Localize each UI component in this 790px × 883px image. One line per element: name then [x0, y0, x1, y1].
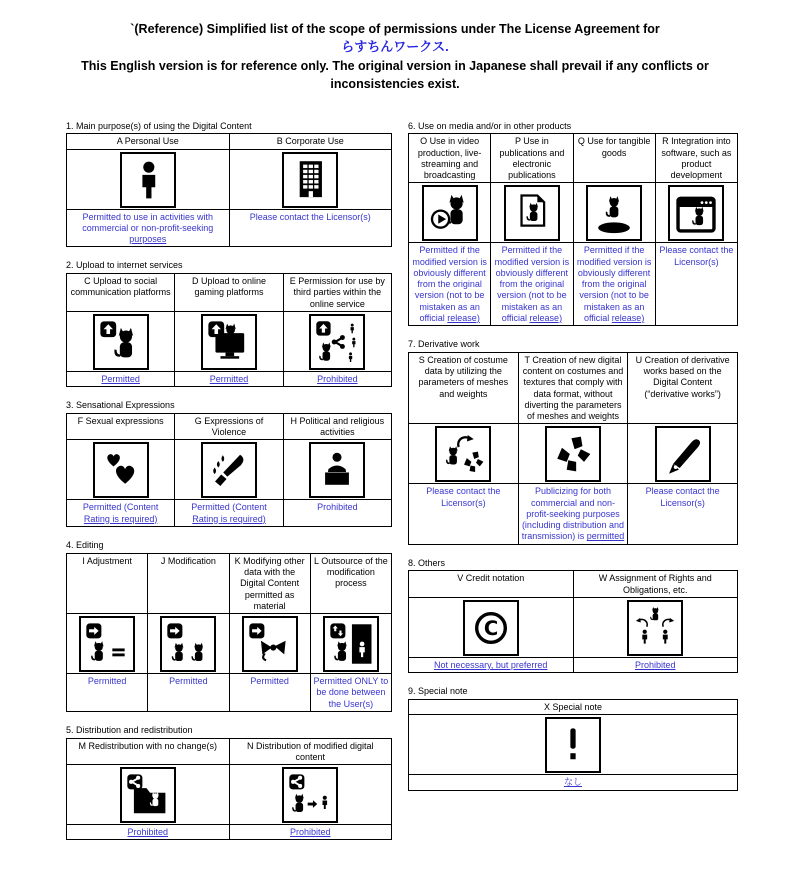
- cell-icon-Q: [573, 183, 655, 243]
- status-text-B: Please contact the Licensor(s): [249, 211, 371, 222]
- cell-status-J: [148, 674, 229, 712]
- upload-cat-icon: [93, 314, 149, 370]
- cell-title-T: T Creation of new digital content on costumes and textures that comply with data format, without diverting the parameters of meshes and weights: [518, 352, 628, 424]
- cell-status-M: [67, 825, 230, 840]
- status-text-I: Permitted: [87, 676, 127, 686]
- copyright-icon: [463, 600, 519, 656]
- share-folder-icon: [120, 767, 176, 823]
- cell-title-I: I Adjustment: [67, 553, 148, 613]
- video-cat-icon: [422, 185, 478, 241]
- publication-cat-icon: [504, 185, 560, 241]
- section-label: 2. Upload to internet services: [66, 260, 183, 271]
- share-modified-icon: [282, 767, 338, 823]
- status-text-U: Please contact the Licensor(s): [645, 486, 720, 508]
- status-text-W: Prohibited: [634, 659, 676, 670]
- cell-icon-K: [229, 614, 310, 674]
- figurine-cat-icon: [586, 185, 642, 241]
- cell-title-H: H Political and religious activities: [283, 413, 391, 440]
- section-label: 9. Special note: [408, 686, 468, 697]
- cell-icon-F: [67, 440, 175, 500]
- cell-status-F: [67, 500, 175, 527]
- status-text-V: Not necessary, but preferred: [434, 659, 548, 670]
- status-text-G: Permitted (Content Rating is required): [191, 502, 267, 524]
- cell-title-R: R Integration into software, such as product development: [655, 134, 737, 183]
- cell-title-M: M Redistribution with no change(s): [67, 738, 230, 765]
- left-column: [66, 121, 392, 854]
- cell-status-U: [628, 484, 738, 544]
- cell-title-B: B Corporate Use: [229, 134, 392, 149]
- status-text-Q: Permitted if the modified version is obviously different from the original version (not to be mistaken as an official release): [576, 245, 652, 323]
- cell-title-P: P Use in publications and electronic publications: [491, 134, 573, 183]
- outsource-icon: [323, 616, 379, 672]
- person-icon: [120, 152, 176, 208]
- cell-status-Q: [573, 243, 655, 326]
- cell-icon-P: [491, 183, 573, 243]
- cell-title-N: N Distribution of modified digital content: [229, 738, 392, 765]
- status-text-H: Prohibited: [317, 502, 358, 513]
- cell-icon-M: [67, 765, 230, 825]
- cell-icon-J: [148, 614, 229, 674]
- cell-status-O: [409, 243, 491, 326]
- cell-title-L: L Outsource of the modification process: [310, 553, 391, 613]
- cell-status-E: [283, 371, 391, 386]
- document-header: [35, 20, 755, 94]
- permission-table: [408, 570, 738, 673]
- status-text-P: Permitted if the modified version is obviously different from the original version (not to be mistaken as an official release): [494, 245, 570, 323]
- permission-table: [408, 352, 738, 545]
- cell-icon-I: [67, 614, 148, 674]
- podium-icon: [309, 442, 365, 498]
- costume-pieces-icon: [545, 426, 601, 482]
- permission-table: [408, 133, 738, 326]
- cell-title-V: V Credit notation: [409, 571, 574, 598]
- cell-status-T: [518, 484, 628, 544]
- status-text-X: なし: [563, 777, 582, 788]
- section-5: [66, 725, 392, 841]
- section-label: 7. Derivative work: [408, 339, 480, 350]
- status-text-J: Permitted: [169, 676, 208, 686]
- permission-table: [66, 553, 392, 712]
- cell-title-K: K Modifying other data with the Digital Content permitted as material: [229, 553, 310, 613]
- cell-status-P: [491, 243, 573, 326]
- section-9: [408, 686, 738, 790]
- cell-title-G: G Expressions of Violence: [175, 413, 283, 440]
- section-8: [408, 558, 738, 674]
- hearts-icon: [93, 442, 149, 498]
- cell-icon-D: [175, 311, 283, 371]
- cell-status-C: [67, 371, 175, 386]
- cell-title-O: O Use in video production, live-streaming and broadcasting: [409, 134, 491, 183]
- cell-icon-T: [518, 424, 628, 484]
- document-title-japanese: らすちんワークス.: [341, 39, 449, 55]
- section-6: [408, 121, 738, 327]
- upload-share-third-parties-icon: [309, 314, 365, 370]
- cell-icon-X: [409, 715, 738, 775]
- cell-title-S: S Creation of costume data by utilizing the parameters of meshes and weights: [409, 352, 519, 424]
- cell-icon-U: [628, 424, 738, 484]
- permission-table: [66, 273, 392, 387]
- section-1: [66, 121, 392, 248]
- status-text-N: Prohibited: [289, 827, 331, 838]
- status-text-E: Prohibited: [317, 373, 358, 384]
- cell-icon-V: [409, 597, 574, 657]
- permission-table: [66, 133, 392, 247]
- cell-icon-H: [283, 440, 391, 500]
- status-text-C: Permitted: [101, 373, 140, 384]
- modify-bow-icon: [242, 616, 298, 672]
- cell-status-B: [229, 209, 392, 247]
- cell-status-W: [573, 657, 738, 672]
- cell-title-Q: Q Use for tangible goods: [573, 134, 655, 183]
- status-text-T: Publicizing for both commercial and non-profit-seeking purposes (including distribution and transmission) is permitted: [521, 486, 625, 542]
- status-text-S: Please contact the Licensor(s): [426, 486, 501, 508]
- cell-status-I: [67, 674, 148, 712]
- status-text-R: Please contact the Licensor(s): [659, 245, 734, 267]
- cell-status-K: [229, 674, 310, 712]
- cell-icon-N: [229, 765, 392, 825]
- costume-data-cat-icon: [435, 426, 491, 482]
- cell-status-L: [310, 674, 391, 712]
- section-7: [408, 339, 738, 545]
- cell-title-D: D Upload to online gaming platforms: [175, 274, 283, 312]
- cell-status-N: [229, 825, 392, 840]
- right-column: [408, 121, 738, 854]
- cell-status-V: [409, 657, 574, 672]
- cell-icon-G: [175, 440, 283, 500]
- section-label: 4. Editing: [66, 539, 104, 550]
- cell-status-X: [409, 775, 738, 790]
- section-label: 6. Use on media and/or in other products: [408, 120, 572, 131]
- section-3: [66, 400, 392, 527]
- cell-title-X: X Special note: [409, 700, 738, 715]
- cell-status-R: [655, 243, 737, 326]
- software-cat-icon: [668, 185, 724, 241]
- cell-icon-A: [67, 149, 230, 209]
- cell-icon-W: [573, 597, 738, 657]
- cell-title-W: W Assignment of Rights and Obligations, etc.: [573, 571, 738, 598]
- status-text-M: Prohibited: [127, 827, 169, 838]
- upload-cat-gaming-icon: [201, 314, 257, 370]
- cell-status-A: [67, 209, 230, 247]
- section-label: 5. Distribution and redistribution: [66, 724, 193, 735]
- cell-icon-R: [655, 183, 737, 243]
- building-icon: [282, 152, 338, 208]
- cell-title-F: F Sexual expressions: [67, 413, 175, 440]
- section-4: [66, 540, 392, 712]
- status-text-F: Permitted (Content Rating is required): [82, 502, 159, 524]
- cell-icon-O: [409, 183, 491, 243]
- cell-title-E: E Permission for use by third parties within the online service: [283, 274, 391, 312]
- cell-title-C: C Upload to social communication platforms: [67, 274, 175, 312]
- exclamation-icon: [545, 717, 601, 773]
- cell-icon-E: [283, 311, 391, 371]
- document-title-line1: `(Reference) Simplified list of the scope of permissions under The License Agreement for: [130, 22, 660, 36]
- cell-status-G: [175, 500, 283, 527]
- status-text-L: Permitted ONLY to be done between the User(s): [313, 676, 389, 709]
- assignment-icon: [627, 600, 683, 656]
- cell-icon-L: [310, 614, 391, 674]
- section-2: [66, 260, 392, 387]
- modify-two-cats-icon: [160, 616, 216, 672]
- section-label: 3. Sensational Expressions: [66, 400, 175, 411]
- two-column-body: [0, 121, 790, 854]
- status-text-O: Permitted if the modified version is obviously different from the original version (not to be mistaken as an official release): [412, 245, 487, 323]
- section-label: 8. Others: [408, 557, 446, 568]
- section-label: 1. Main purpose(s) of using the Digital Content: [66, 120, 252, 131]
- permission-table: [408, 699, 738, 791]
- cell-icon-C: [67, 311, 175, 371]
- cell-icon-B: [229, 149, 392, 209]
- cell-icon-S: [409, 424, 519, 484]
- cell-status-H: [283, 500, 391, 527]
- status-text-D: Permitted: [209, 373, 249, 384]
- cell-title-U: U Creation of derivative works based on the Digital Content (“derivative works”): [628, 352, 738, 424]
- pen-icon: [655, 426, 711, 482]
- cell-status-D: [175, 371, 283, 386]
- cell-title-A: A Personal Use: [67, 134, 230, 149]
- status-text-A: Permitted to use in activities with commercial or non-profit-seeking purposes: [82, 211, 214, 245]
- status-text-K: Permitted: [250, 676, 289, 686]
- permission-table: [66, 738, 392, 841]
- cell-status-S: [409, 484, 519, 544]
- cell-title-J: J Modification: [148, 553, 229, 613]
- document-disclaimer: This English version is for reference only. The original version in Japanese shall prevail if any conflicts or inconsistencies exist.: [81, 59, 709, 92]
- knife-icon: [201, 442, 257, 498]
- permission-table: [66, 413, 392, 527]
- adjust-cat-equals-icon: [79, 616, 135, 672]
